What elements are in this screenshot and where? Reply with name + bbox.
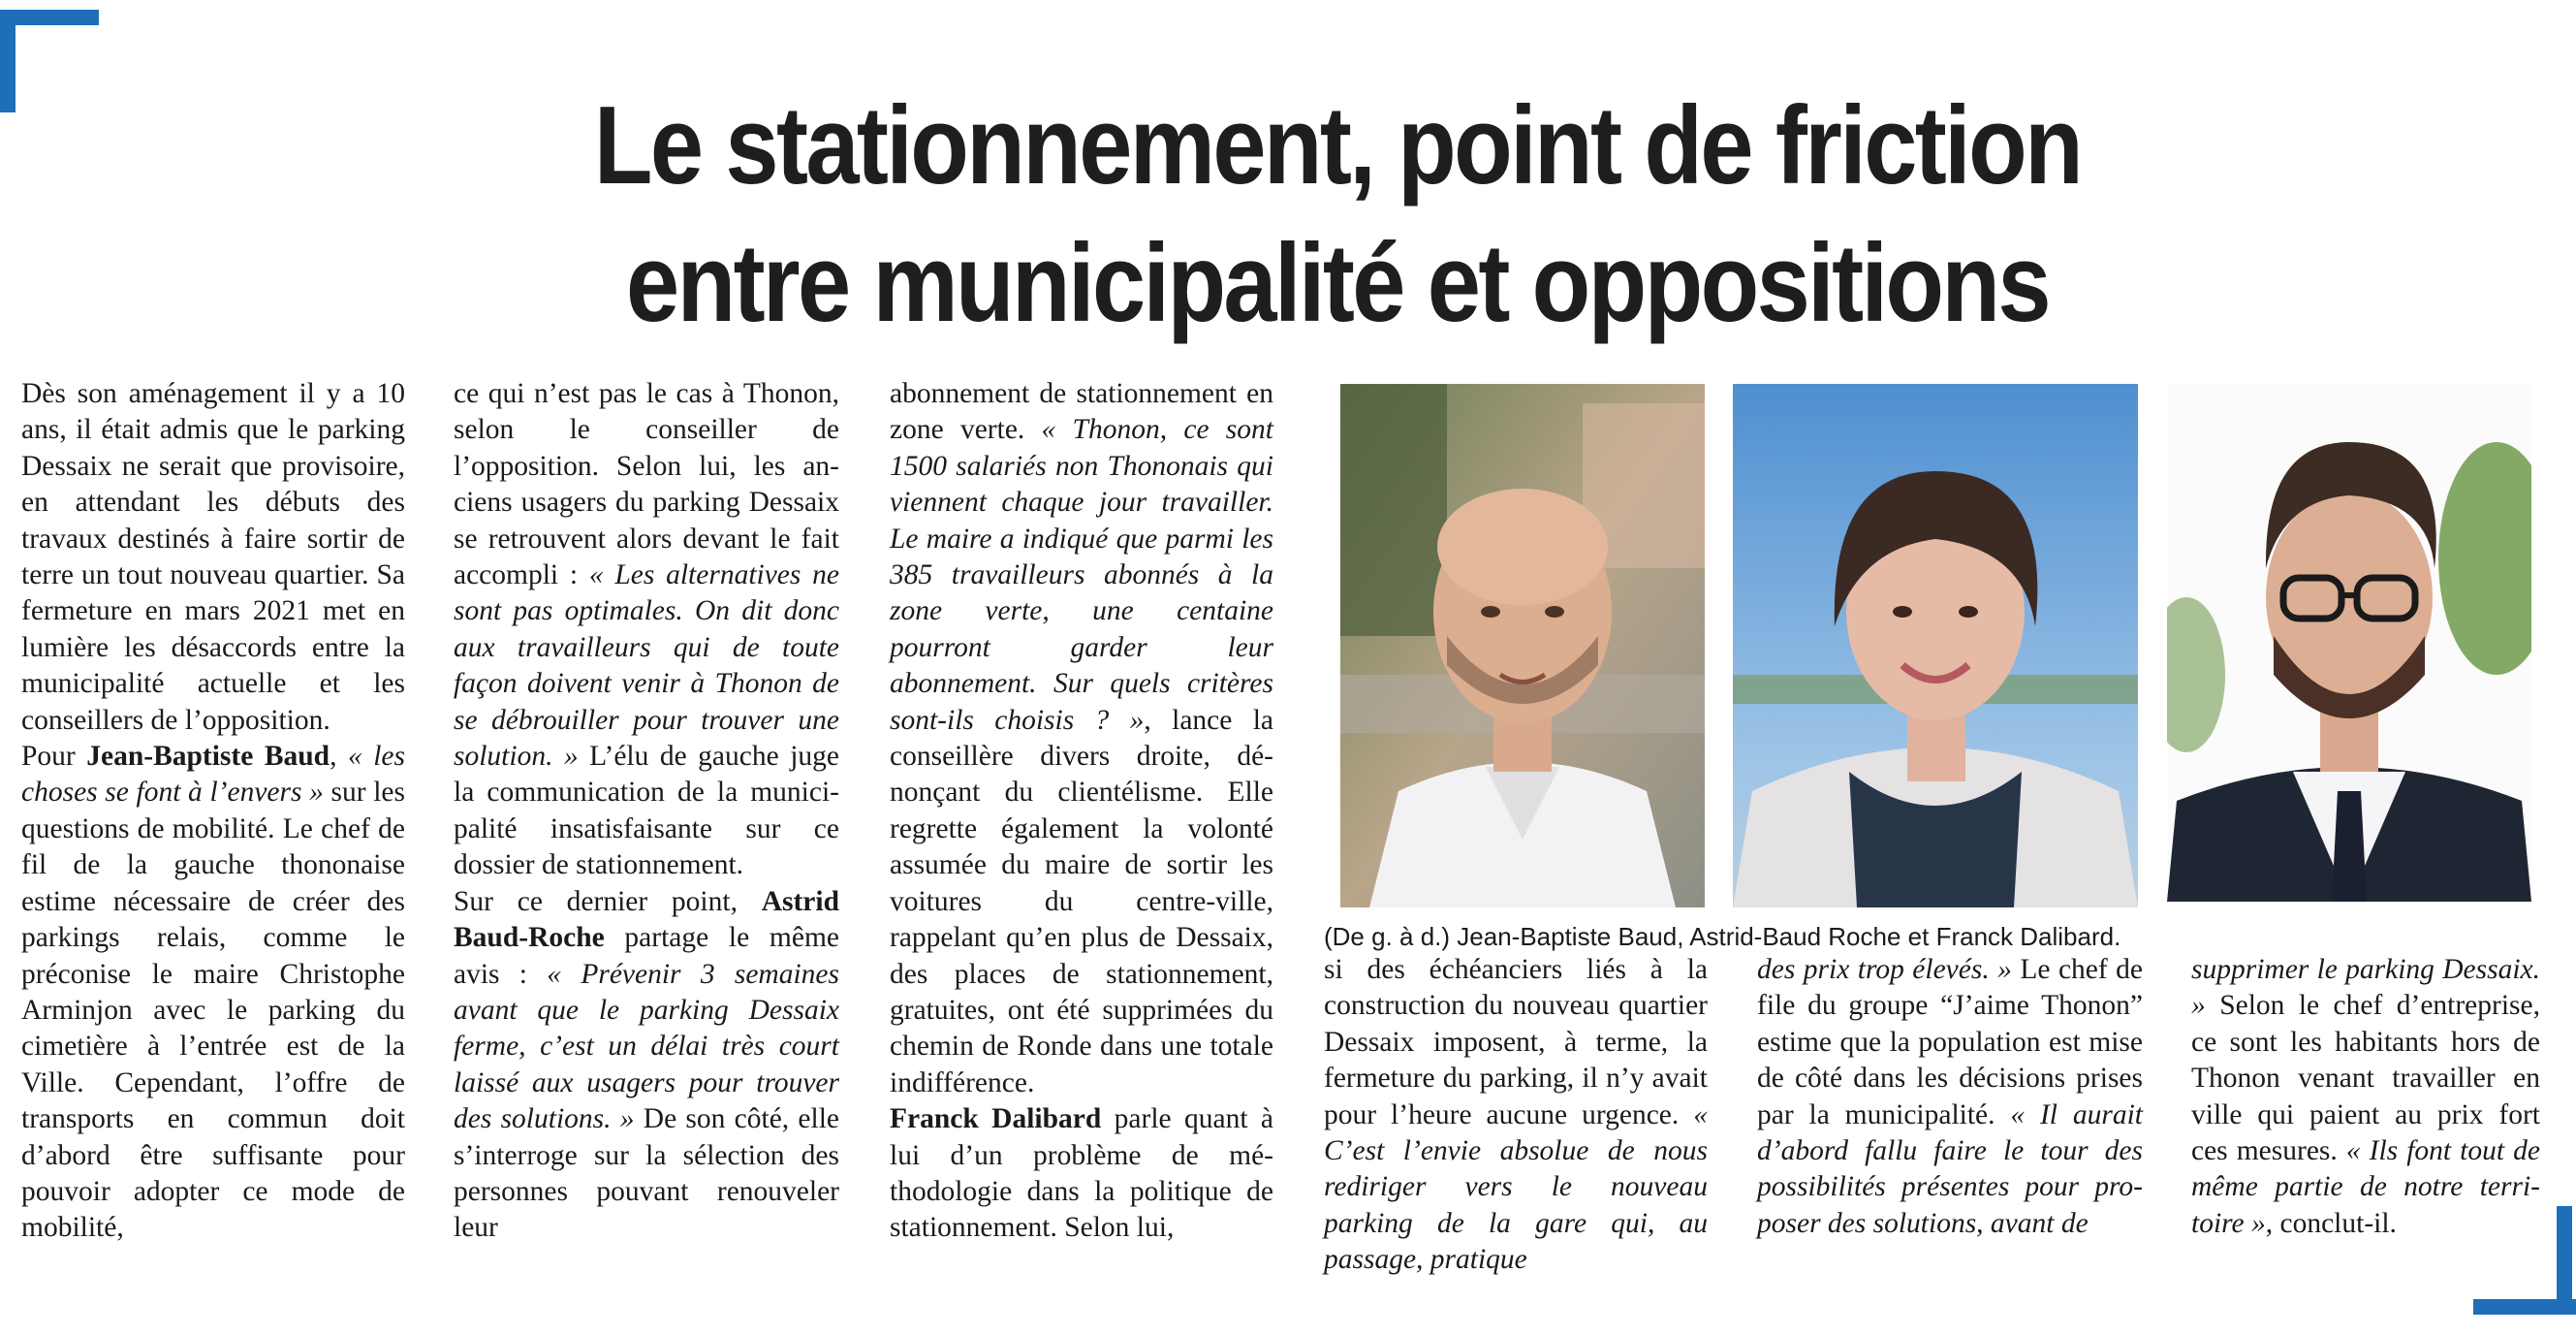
paragraph	[21, 739, 405, 1247]
text-run: parle quant à lui d’un problème de méthodologie dans la politique de stationnement. Selon lui,	[890, 1103, 1274, 1244]
portrait-image	[1733, 384, 2138, 907]
text-run: Le chef de file du groupe “J’aime Thonon” estime que la population est mise de côté dans les décisions prises par la municipalité.	[1757, 954, 2143, 1130]
quote: « C’est l’envie absolue de nous rediriger vers le nouveau parking de la gare qui, au passage, pratique	[1324, 1098, 1708, 1276]
portrait-image	[2167, 384, 2531, 902]
article-column-2	[454, 376, 839, 1247]
corner-bracket-top-left-vertical	[0, 10, 16, 112]
quote: « Ils font tout de même partie de notre territoire »	[2191, 1135, 2540, 1239]
photo-caption: (De g. à d.) Jean-Baptiste Baud, Astrid-Baud Roche et Franck Dalibard.	[1324, 922, 2121, 951]
text-run: ,	[330, 741, 348, 773]
text-run: Pour	[21, 741, 87, 773]
text-run: , lance la conseillère divers droite, dénonçant du clientélisme. Elle regrette également la volonté assumée du maire de sortir les voitures du centre-ville, rappelant qu’en plus de Dessaix, des places de stationnement, gratuites, ont été supprimées du chemin de Ronde dans une totale indifférence.	[890, 704, 1273, 1098]
quote: « Prévenir 3 semaines avant que le parking Dessaix ferme, c’est un délai très court laissé aux usagers pour trouver des solutions. »	[454, 958, 840, 1135]
text-run: L’élu de gauche juge la communication de la municipalité insatisfaisante sur ce dossier de stationnement.	[454, 741, 839, 881]
photo-astrid-baud-roche	[1733, 384, 2138, 907]
paragraph	[1324, 952, 1708, 1279]
text-run: Selon le chef d’entreprise, ce sont les habitants hors de Thonon venant travailler en ville qui paient au prix fort ces mesures.	[2191, 990, 2540, 1167]
quote: « les choses se font à l’envers »	[21, 741, 405, 809]
paragraph	[454, 884, 839, 1247]
quote: « Thonon, ce sont 1500 salariés non Thononais qui viennent chaque jour travailler. Le maire a indiqué que parmi les 385 travailleurs abonnés à la zone verte, une centaine pourront garder leur abonnement. Sur quels critères sont-ils choisis ? »	[890, 414, 1273, 736]
quote: supprimer le parking Dessaix. »	[2191, 954, 2540, 1022]
quote: « Les alternatives ne sont pas optimales. On dit donc aux travailleurs qui de toute façon doivent venir à Thonon de se débrouiller pour trouver une solution. »	[454, 559, 839, 773]
article-column-5	[1757, 952, 2143, 1242]
article-column-3	[890, 376, 1273, 1247]
person-name: Franck Dalibard	[890, 1103, 1102, 1135]
paragraph	[454, 376, 839, 884]
paragraph	[890, 1101, 1273, 1247]
paragraph	[890, 376, 1273, 1101]
paragraph: Dès son aménagement il y a 10 ans, il était admis que le parking Dessaix ne serait que provisoire, en attendant les débuts des travaux destinés à faire sortir de terre un tout nouveau quartier. Sa fermeture en mars 2021 met en lumière les désaccords entre la municipalité actuelle et les conseillers de l’opposition.	[21, 378, 405, 736]
article-column-1	[21, 376, 405, 1247]
quote: « Il aurait d’abord fallu faire le tour des possibilités présentes pour proposer des solutions, avant de	[1757, 1098, 2143, 1239]
headline	[426, 78, 2247, 353]
text-run: De son côté, elle s’interroge sur la sélection des personnes pouvant renouveler leur	[454, 1103, 840, 1244]
text-run: abonnement de stationnement en zone verte.	[890, 378, 1273, 446]
portrait-image	[1340, 384, 1705, 907]
paragraph	[2191, 952, 2540, 1242]
text-run: si des échéanciers liés à la construction du nouveau quartier Dessaix imposent, à terme, la fermeture du parking, il n’y avait pour l’heure aucune urgence.	[1324, 954, 1708, 1130]
text-run: partage le même avis :	[454, 922, 839, 990]
photo-jean-baptiste-baud	[1340, 384, 1705, 907]
headline-line-1: Le stationnement, point de friction	[593, 84, 2082, 207]
text-run: , conclut-il.	[2265, 1207, 2397, 1239]
text-run: ce qui n’est pas le cas à Thonon, selon le conseiller de l’opposition. Selon lui, les anciens usagers du parking Dessaix se retrouvent alors devant le fait accompli :	[454, 378, 839, 591]
text-run: Sur ce dernier point,	[454, 885, 762, 917]
text-run: sur les questions de mobilité. Le chef de fil de la gauche thononaise estime nécessaire de créer des parkings relais, comme le préconise le maire Christophe Arminjon avec le parking du cimetière à l’entrée est de la Ville. Cependant, l’offre de transports en commun doit d’abord être suffisante pour pouvoir adopter ce mode de mobilité,	[21, 777, 405, 1244]
article-column-6	[2191, 952, 2540, 1242]
corner-bracket-bottom-right-vertical	[2557, 1206, 2572, 1315]
headline-line-2: entre municipalité et oppositions	[626, 222, 2049, 345]
paragraph	[1757, 952, 2143, 1242]
photo-franck-dalibard	[2167, 384, 2531, 902]
person-name: Astrid Baud-Roche	[454, 885, 839, 954]
quote: des prix trop élevés. »	[1757, 954, 2012, 985]
person-name: Jean-Baptiste Baud	[86, 741, 330, 773]
article-column-4	[1324, 952, 1708, 1279]
